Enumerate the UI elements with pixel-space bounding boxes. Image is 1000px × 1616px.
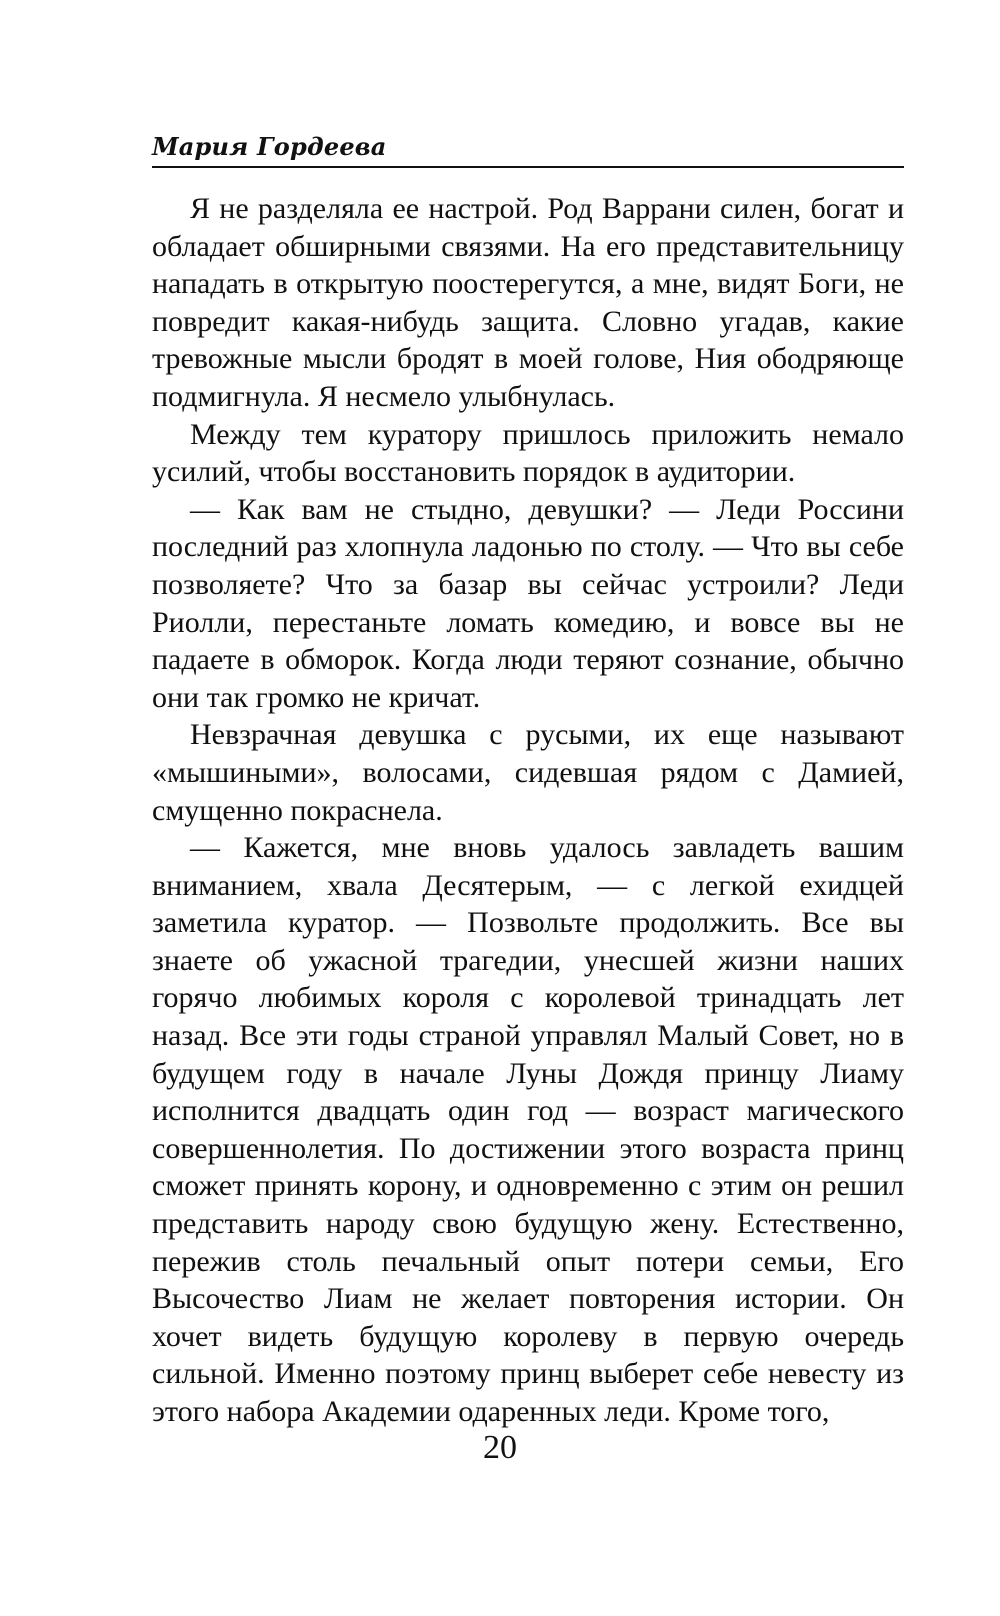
paragraph-1: Я не разделяла ее настрой. Род Варрани силен, богат и обладает обширными связями. На его представительницу нападать в открытую поостерегутся, а мне, видят Боги, не повредит какая-нибудь защита. Словно угадав, какие тревожные мысли бродят в моей голове, Ния ободряюще подмигнула. Я несмело улыбнулась. — [152, 192, 904, 413]
header-rule — [152, 166, 904, 168]
body-text — [152, 190, 904, 1431]
paragraph-5: — Кажется, мне вновь удалось завладеть вашим вниманием, хвала Десятерым, — с легкой ехидцей заметила куратор. — Позвольте продолжить. Все вы знаете об ужасной трагедии, унесшей жизни наших горячо любимых короля с королевой тринадцать лет назад. Все эти годы страной управлял Малый Совет, но в будущем году в начале Луны Дождя принцу Лиаму исполнится двадцать один год — возраст магического совершеннолетия. По достижении этого возраста принц сможет принять корону, и одновременно с этим он решил представить народу свою будущую жену. Естественно, пережив столь печальный опыт потери семьи, Его Высочество Лиам не желает повторения истории. Он хочет видеть будущую королеву в первую очередь сильной. Именно поэтому принц выберет себе невесту из этого набора Академии одаренных леди. Кроме того, — [152, 831, 904, 1428]
running-head-author: Мария Гордеева — [152, 132, 387, 161]
paragraph-4: Невзрачная девушка с русыми, их еще называют «мышиными», волосами, сидевшая рядом с Дамией, смущенно покраснела. — [152, 718, 904, 827]
paragraph-2: Между тем куратору пришлось приложить немало усилий, чтобы восстановить порядок в аудитории. — [152, 417, 904, 489]
page-number: 20 — [483, 1429, 517, 1466]
paragraph-3: — Как вам не стыдно, девушки? — Леди Россини последний раз хлопнула ладонью по столу. — Что вы себе позволяете? Что за базар вы сейчас устроили? Леди Риолли, перестаньте ломать комедию, и вовсе вы не падаете в обморок. Когда люди теряют сознание, обычно они так громко не кричат. — [152, 492, 904, 714]
